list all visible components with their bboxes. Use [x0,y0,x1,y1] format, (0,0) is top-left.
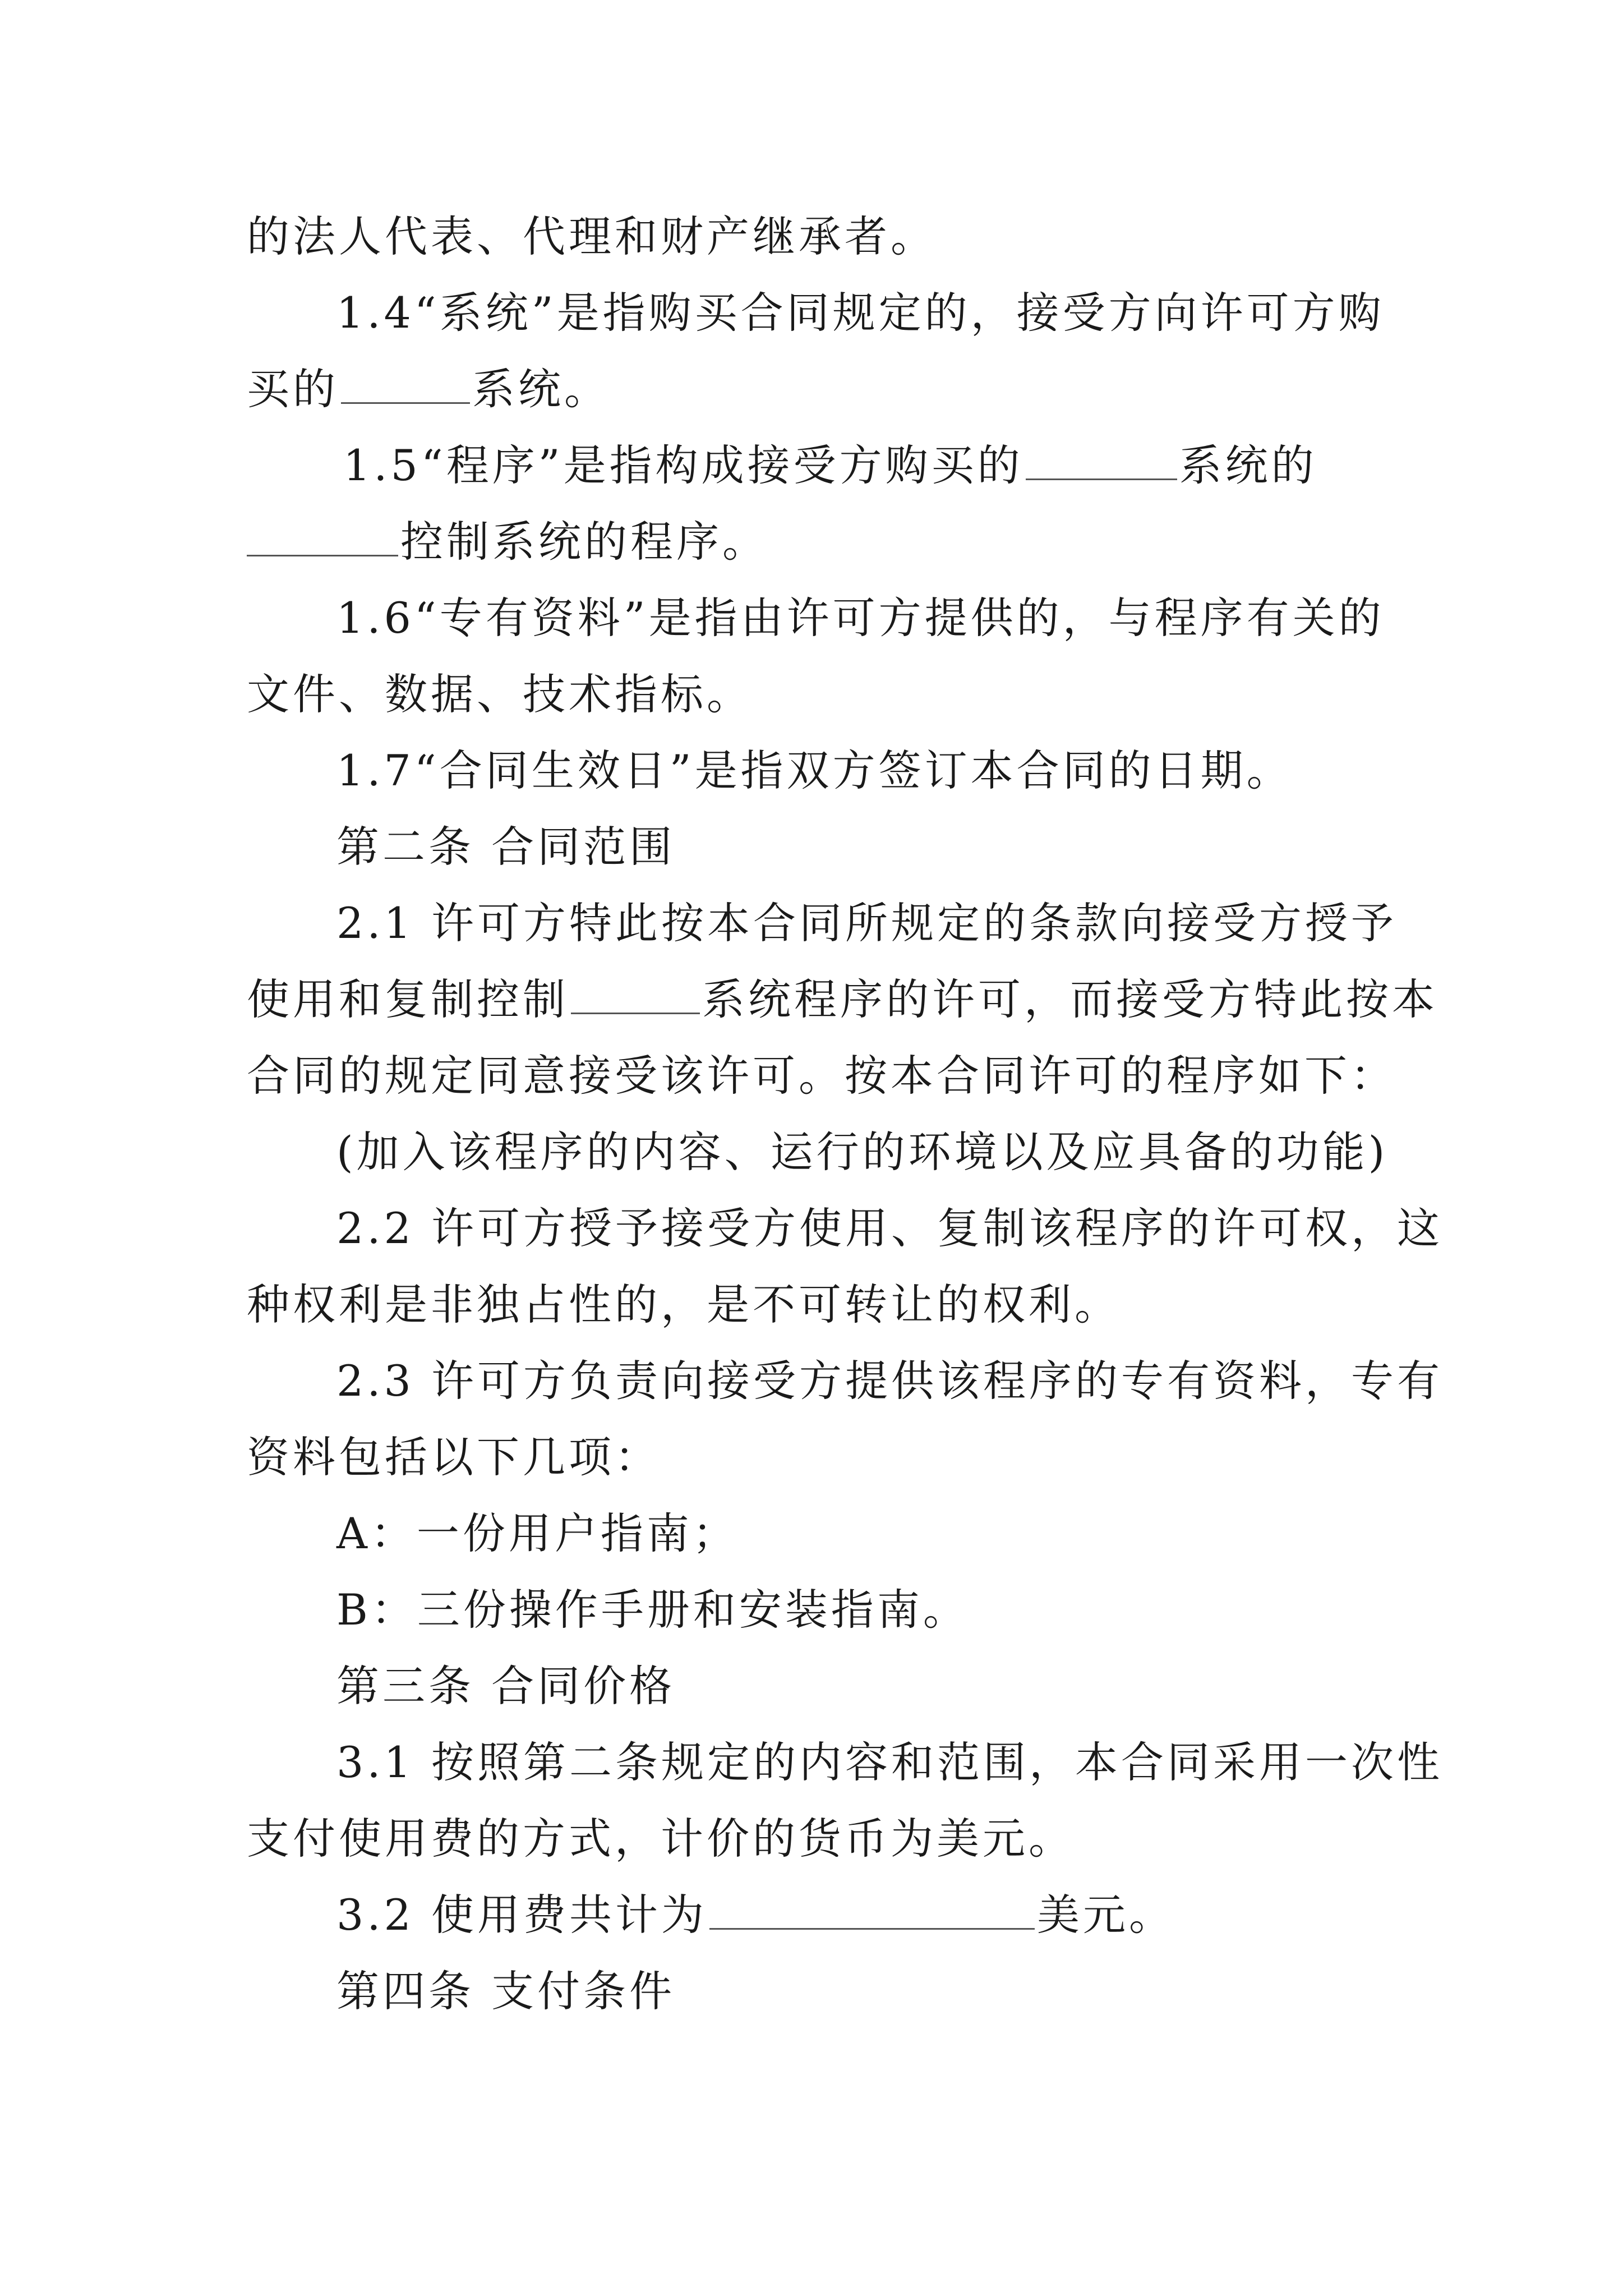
line-text: 系统。 [472,364,610,414]
clause-3-1 [336,1734,1444,1791]
line-text: 合同的规定同意接受该许可。按本合同许可的程序如下： [247,1051,1396,1101]
text-line [247,1277,1391,1333]
text-line [247,1811,1391,1867]
line-text: A：一份用户指南； [336,1508,739,1558]
line-text: 种权利是非独占性的，是不可转让的权利。 [247,1280,1121,1329]
clause-3-2 [336,1887,1391,1943]
article-heading [336,819,1391,875]
article-heading [336,1658,1391,1714]
fill-in-blank [247,516,398,556]
fill-in-blank [571,973,700,1014]
text-line [247,514,1391,570]
text-line [247,1429,1391,1485]
heading-text: 第四条 支付条件 [336,1966,676,2016]
text-line [247,972,1438,1028]
line-text: 2.1 许可方特此按本合同所规定的条款向接受方授予 [336,898,1398,948]
text-line [247,1048,1396,1104]
line-text: 1.4“系统”是指购买合同规定的，接受方向许可方购 [336,288,1385,338]
list-item-b [336,1582,1391,1638]
line-text: 1.7“合同生效日”是指双方签订本合同的日期。 [336,746,1293,795]
article-heading [336,1963,1391,2019]
line-text: 控制系统的程序。 [400,517,768,567]
fill-in-blank [1026,439,1177,480]
text-line [247,666,1391,723]
line-text: 的法人代表、代理和财产继承者。 [247,211,937,261]
clause-1-5 [343,438,1398,494]
line-text: 文件、数据、技术指标。 [247,669,753,719]
line-text: 1.6“专有资料”是指由许可方提供的，与程序有关的 [336,593,1385,643]
line-text: 3.1 按照第二条规定的内容和范围，本合同采用一次性 [336,1737,1444,1787]
clause-2-3 [336,1353,1444,1409]
text-line [247,209,1391,265]
clause-1-7 [336,743,1391,799]
line-text: 使用和复制控制 [247,974,569,1024]
clause-1-6 [336,590,1391,646]
heading-text: 第三条 合同价格 [336,1661,676,1711]
list-item-a [336,1506,1391,1562]
line-text: 支付使用费的方式，计价的货币为美元。 [247,1814,1075,1864]
line-text: 买的 [247,364,339,414]
heading-text: 第二条 合同范围 [336,822,676,872]
line-text: 系统的 [1179,440,1317,490]
line-text: 系统程序的许可，而接受方特此按本 [702,974,1438,1024]
line-text: 2.2 许可方授予接受方使用、复制该程序的许可权，这 [336,1203,1444,1253]
line-text: B：三份操作手册和安装指南。 [336,1585,969,1635]
line-text: 美元。 [1037,1890,1175,1940]
fill-in-blank [709,1889,1035,1930]
clause-2-2 [336,1200,1444,1257]
line-text: 3.2 使用费共计为 [336,1890,708,1940]
clause-1-4 [336,285,1391,341]
text-line [247,361,1391,417]
program-note [336,1124,1391,1180]
line-text: 2.3 许可方负责向接受方提供该程序的专有资料，专有 [336,1356,1444,1406]
line-text: 1.5“程序”是指构成接受方购买的 [343,440,1023,490]
line-text: 资料包括以下几项： [247,1432,661,1482]
clause-2-1 [336,895,1398,951]
fill-in-blank [341,363,470,404]
line-text: (加入该程序的内容、运行的环境以及应具备的功能) [336,1127,1389,1177]
